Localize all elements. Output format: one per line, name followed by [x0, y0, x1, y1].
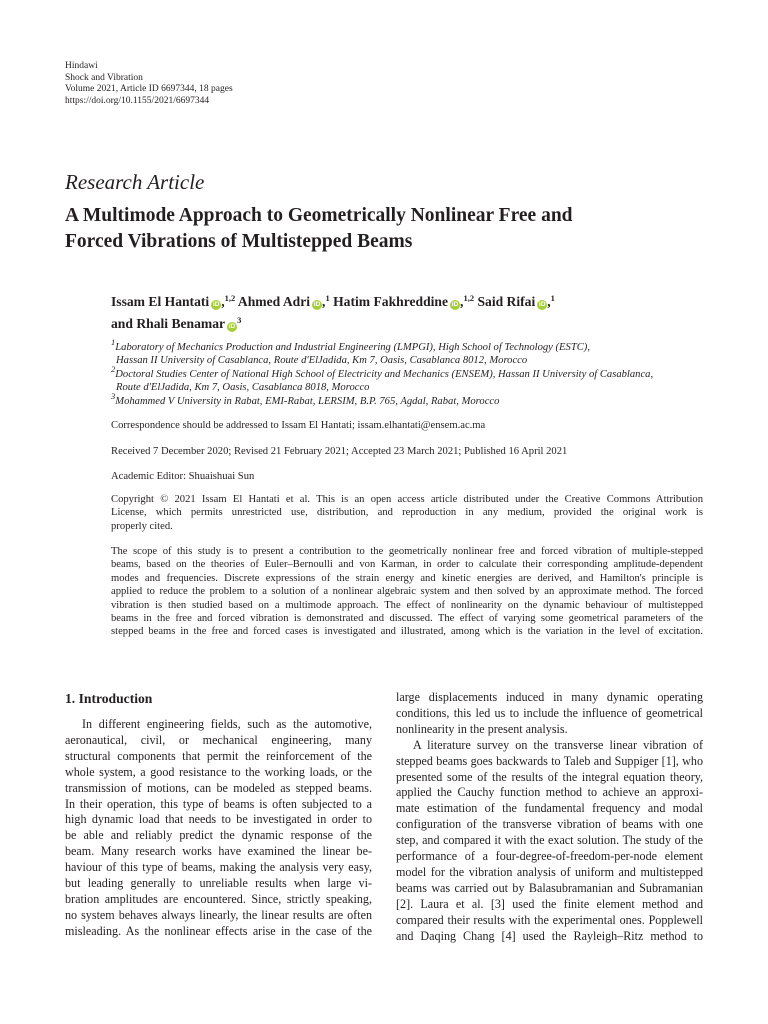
body-line: nonlinearity in the present analysis.	[396, 721, 568, 736]
body-line: model for the vibration analysis of uniform and multistepped	[396, 864, 703, 879]
title-line: A Multimode Approach to Geometrically Nonlinear Free and	[65, 205, 573, 226]
author-affiliation-ref: 1,2	[224, 293, 236, 303]
affiliation: $^1$Laboratory of Mechanics Production and Industrial Engineering (LMPGI), High School of Technology (ESTC),	[111, 337, 590, 353]
abstract-line: stepped beams in the free and forced cases is investigated and illustrated, among which is the variation in the level of excitation.	[111, 626, 703, 638]
author-name[interactable]: and Rhali Benamar	[111, 316, 226, 331]
author-affiliation-ref: 3	[237, 315, 242, 325]
body-column-right	[396, 690, 703, 945]
orcid-icon[interactable]: iD	[451, 301, 459, 308]
abstract-line: The scope of this study is to present a contribution to the geometrically nonlinear free and forced vibration of multiple-stepped	[111, 546, 703, 557]
author-name[interactable]: Hatim Fakhreddine	[333, 294, 449, 309]
author: Ahmed Adri iD ,$^1$	[237, 293, 330, 309]
abstract-line: modes and frequencies. Discrete expressions of the strain energy and kinetic energies are derived, and Hamilton's principle is	[111, 572, 703, 584]
body-line: whole system, a good resistance to the working loads, or the	[65, 764, 372, 779]
author-name[interactable]: Said Rifai	[477, 294, 536, 309]
body-line: transmission of motions, can be modeled as stepped beams.	[65, 780, 372, 795]
journal-header	[65, 61, 233, 107]
body-line: structural components that permit the reinforcement of the	[65, 748, 372, 763]
body-line: [2]. Laura et al. [3] used the finite element method and	[396, 896, 703, 911]
body-line: conditions, this led us to include the influence of geometrical	[396, 705, 703, 720]
body-line: large displacements induced in many dynamic operating	[396, 690, 703, 704]
volume-info: Volume 2021, Article ID 6697344, 18 pages	[65, 84, 233, 95]
body-line: bration amplitudes are encountered. Since, strictly speaking,	[65, 891, 372, 906]
publisher-name: Hindawi	[65, 61, 98, 71]
body-line: be able and reliably predict the dynamic response of the	[65, 828, 372, 843]
abstract	[111, 545, 703, 639]
author: Said Rifai iD ,$^1$	[477, 293, 555, 309]
body-line: presented some of the results of the integral equation theory,	[396, 769, 703, 784]
body-line: configuration of the transverse vibration of beams with one	[396, 817, 703, 832]
author-affiliation-ref: 1,2	[463, 293, 475, 303]
body-line: beams was carried out by Balasubramanian and Subramanian	[396, 880, 703, 895]
orcid-icon[interactable]: iD	[313, 301, 321, 308]
orcid-icon[interactable]: iD	[539, 301, 546, 308]
body-line: but leading generally to unreliable results when large vi-	[65, 876, 372, 891]
orcid-icon[interactable]: iD	[212, 301, 220, 308]
body-line: performance of a four-degree-of-freedom-per-node element	[396, 849, 703, 864]
body-line: haviour of this type of beams, making the analysis very easy,	[65, 860, 372, 875]
body-line: A literature survey on the transverse linear vibration of	[413, 737, 703, 752]
body-line: aeronautical, civil, or mechanical engineering, many	[65, 732, 372, 747]
author: Hatim Fakhreddine iD ,$^{1,2}$	[333, 293, 475, 309]
academic-editor: Academic Editor: Shuaishuai Sun	[111, 471, 255, 482]
title-line: Forced Vibrations of Multistepped Beams	[65, 230, 413, 252]
body-line: and Daqing Chang [4] used the Rayleigh–Ritz method to	[396, 928, 703, 943]
abstract-line: beams in the free and forced vibration is demonstrated and discussed. The effect of varying some geometrical parameters of the	[111, 613, 703, 625]
body-line: step, and compared it with the exact solution. The study of the	[396, 833, 703, 848]
copyright-line: Copyright © 2021 Issam El Hantati et al. This is an open access article distributed under the Creative Commons Attribution	[111, 494, 703, 505]
affiliation: $^2$Doctoral Studies Center of National High School of Electricity and Mechanics (ENSEM), Hassan II University of Casablanca,	[111, 363, 654, 380]
body-line: mate estimation of the fundamental frequency and modal	[396, 801, 703, 816]
doi-link[interactable]: https://doi.org/10.1155/2021/6697344	[65, 95, 210, 106]
body-line: stepped beams goes backwards to Taleb and Suppiger [1], who	[396, 753, 703, 768]
affiliation-list	[111, 337, 721, 408]
copyright-line: properly cited.	[111, 520, 173, 532]
body-line: no system behaves always linearly, the linear results are often	[65, 907, 372, 922]
copyright-notice	[111, 493, 703, 533]
article-type: Research Article	[65, 170, 205, 194]
body-line: beam. Many research works have examined the linear be-	[65, 844, 372, 859]
body-line: In their operation, this type of beams is often subjected to a	[65, 796, 372, 811]
body-line: In different engineering fields, such as the automotive,	[82, 717, 372, 731]
article-title	[65, 203, 725, 254]
abstract-line: vibration is then studied based on a multimode approach. The effect of nonlinearity on the dynamic behaviour of multistepped	[111, 599, 703, 611]
author-list	[111, 291, 701, 335]
affiliation: $^3$Mohammed V University in Rabat, EMI-Rabat, LERSIM, B.P. 765, Agdal, Rabat, Morocco	[111, 390, 500, 407]
publication-dates: Received 7 December 2020; Revised 21 February 2021; Accepted 23 March 2021; Published 16 April 2021	[111, 446, 568, 457]
abstract-line: applied to reduce the problem to a solution of a nonlinear algebraic system and then solved by an approximate method. The forced	[111, 586, 703, 598]
affiliation-continued: Route d'ElJadida, Km 7, Oasis, Casablanca 8018, Morocco	[116, 382, 370, 394]
body-line: compared their results with the experimental ones. Popplewell	[396, 912, 703, 927]
body-line: high dynamic load that needs to be investigated in order to	[65, 812, 372, 827]
body-column-left	[65, 717, 372, 940]
abstract-line: beams, based on the theories of Euler–Bernoulli and von Karman, in order to calculate their corresponding amplitude-dependent	[111, 559, 703, 571]
orcid-icon[interactable]: iD	[228, 323, 236, 330]
author-affiliation-ref: 1	[325, 293, 330, 303]
author: Issam El Hantati iD ,$^{1,2}$	[111, 293, 236, 309]
journal-name: Shock and Vibration	[65, 72, 143, 83]
body-line: applied the Cauchy function method to achieve an approxi-	[396, 785, 703, 800]
section-heading: 1. Introduction	[65, 691, 153, 706]
correspondence-note: Correspondence should be addressed to Issam El Hantati; issam.elhantati@ensem.ac.ma	[111, 420, 486, 431]
copyright-line: License, which permits unrestricted use, distribution, and reproduction in any medium, provided the original work is	[111, 507, 703, 519]
author-name[interactable]: Ahmed Adri	[237, 294, 311, 309]
affiliation-continued: Hassan II University of Casablanca, Route d'ElJadida, Km 7, Oasis, Casablanca 8012, Morocco	[116, 355, 528, 367]
author	[111, 316, 241, 331]
author-name[interactable]: Issam El Hantati	[111, 294, 210, 309]
author-affiliation-ref: 1	[550, 293, 555, 303]
body-line: misleading. As the nonlinear effects arise in the case of the	[65, 923, 372, 938]
